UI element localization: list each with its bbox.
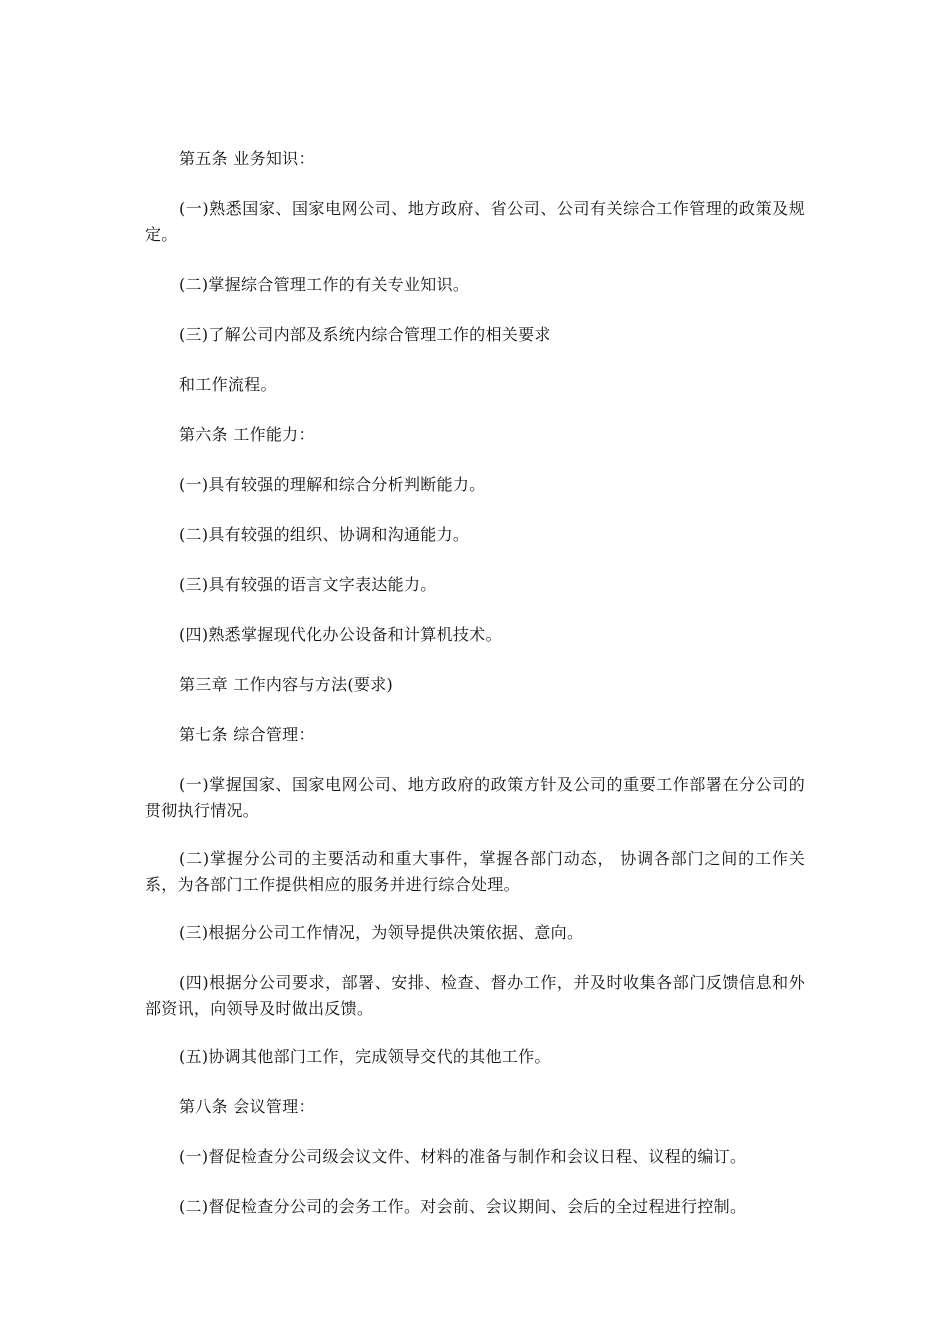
article-5-item-2: (二)掌握综合管理工作的有关专业知识。 (179, 275, 470, 294)
article-7-heading: 第七条 综合管理： (179, 725, 315, 744)
article-8-item-1: (一)督促检查分公司级会议文件、材料的准备与制作和会议日程、议程的编订。 (179, 1147, 747, 1166)
document-body (145, 146, 805, 1244)
article-7-item-5: (五)协调其他部门工作，完成领导交代的其他工作。 (179, 1047, 551, 1066)
article-6-item-3: (三)具有较强的语言文字表达能力。 (179, 575, 437, 594)
article-8-item-2: (二)督促检查分公司的会务工作。对会前、会议期间、会后的全过程进行控制。 (179, 1197, 747, 1216)
article-6-heading: 第六条 工作能力： (179, 425, 315, 444)
article-5-item-3-continued: 和工作流程。 (179, 375, 277, 394)
article-8-heading: 第八条 会议管理： (179, 1097, 315, 1116)
article-7-item-2: (二)掌握分公司的主要活动和重大事件，掌握各部门动态， 协调各部门之间的工作关系，为各部门工作提供相应的服务并进行综合处理。 (145, 849, 805, 894)
article-5-item-1: (一)熟悉国家、国家电网公司、地方政府、省公司、公司有关综合工作管理的政策及规定。 (145, 199, 805, 244)
article-6-item-2: (二)具有较强的组织、协调和沟通能力。 (179, 525, 470, 544)
article-7-item-3: (三)根据分公司工作情况，为领导提供决策依据、意向。 (179, 923, 584, 942)
chapter-3-heading: 第三章 工作内容与方法(要求) (179, 675, 394, 694)
article-6-item-1: (一)具有较强的理解和综合分析判断能力。 (179, 475, 486, 494)
article-6-item-4: (四)熟悉掌握现代化办公设备和计算机技术。 (179, 625, 502, 644)
article-7-item-4: (四)根据分公司要求，部署、安排、检查、督办工作，并及时收集各部门反馈信息和外部资讯，向领导及时做出反馈。 (145, 973, 805, 1018)
article-5-item-3: (三)了解公司内部及系统内综合管理工作的相关要求 (179, 325, 551, 344)
article-7-item-1: (一)掌握国家、国家电网公司、地方政府的政策方针及公司的重要工作部署在分公司的贯彻执行情况。 (145, 775, 805, 820)
article-5-heading: 第五条 业务知识： (179, 149, 315, 168)
